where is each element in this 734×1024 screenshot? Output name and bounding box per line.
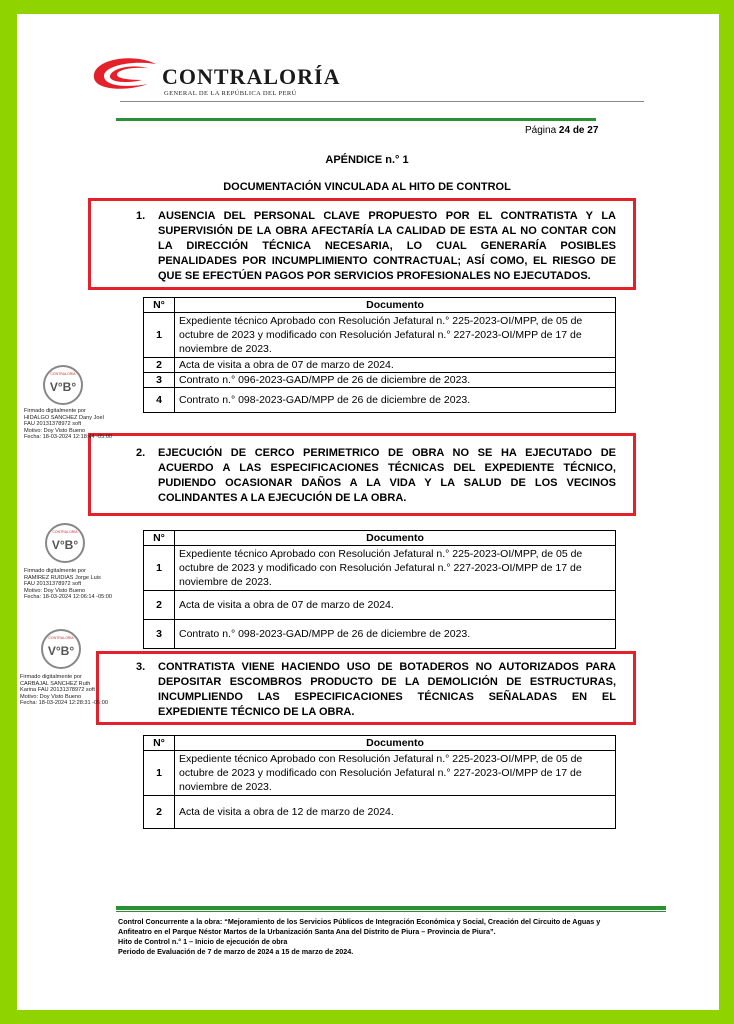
page-of: de (572, 125, 585, 136)
row-number: 2 (144, 358, 175, 373)
row-number: 3 (144, 373, 175, 388)
col-number-header: N° (144, 531, 175, 546)
row-document: Expediente técnico Aprobado con Resolución Jefatural n.° 225-2023-OI/MPP, de 05 de octubre de 2023 y modificado con Resolución Jefatural n.° 227-2023-OI/MPP de 17 de noviembre de 2023. (175, 546, 616, 591)
documents-table-1 (143, 297, 616, 413)
logo-subtitle: GENERAL DE LA REPÚBLICA DEL PERÚ (164, 90, 297, 97)
table-row (144, 373, 616, 388)
page-footer (118, 917, 624, 957)
page-label: Página (525, 125, 557, 136)
vb-stamp-icon (44, 522, 86, 564)
stamp-vb-label: V°B° (49, 380, 77, 394)
footer-line-2: Hito de Control n.° 1 – Inicio de ejecución de obra (118, 937, 288, 946)
header-green-rule (116, 118, 596, 121)
row-number: 2 (144, 796, 175, 829)
documents-table-3 (143, 735, 616, 829)
row-number: 1 (144, 313, 175, 358)
appendix-subtitle: DOCUMENTACIÓN VINCULADA AL HITO DE CONTROL (223, 181, 511, 193)
col-document-header: Documento (175, 298, 616, 313)
finding-2-text: EJECUCIÓN DE CERCO PERIMETRICO DE OBRA NO SE HA EJECUTADO DE ACUERDO A LAS ESPECIFICACIONES TÉCNICAS DEL EXPEDIENTE TÉCNICO, PUDIENDO OCASIONAR DAÑOS A LA VIDA Y LA SALUD DE LOS VECINOS COLINDANTES A LA EJECUCIÓN DE LA OBRA. (158, 447, 616, 504)
table-row (144, 591, 616, 620)
finding-2-number: 2. (136, 447, 146, 459)
table-row (144, 313, 616, 358)
col-number-header: N° (144, 736, 175, 751)
logo-name: CONTRALORÍA (162, 64, 341, 89)
page-total: 27 (587, 125, 599, 136)
row-number: 2 (144, 591, 175, 620)
row-number: 1 (144, 751, 175, 796)
documents-table-2 (143, 530, 616, 649)
row-document: Contrato n.° 098-2023-GAD/MPP de 26 de diciembre de 2023. (175, 620, 616, 649)
finding-3-number: 3. (136, 661, 146, 673)
finding-2 (136, 446, 616, 506)
footer-green-rule (116, 906, 666, 910)
signature-2: Firmado digitalmente por RAMIREZ RUIDIAS Jorge Luis FAU 20131378972 soft Motivo: Doy Visto Bueno Fecha: 18-03-2024 12:06:14 -05:00 (24, 568, 113, 601)
row-number: 4 (144, 388, 175, 413)
signature-1: Firmado digitalmente por HIDALGO SANCHEZ Dany Joel FAU 20131378972 soft Motivo: Doy Visto Bueno Fecha: 18-03-2024 12:18:44 -05:00 (24, 408, 113, 441)
row-document: Acta de visita a obra de 07 de marzo de 2024. (175, 591, 616, 620)
logo-swoosh-icon (86, 56, 166, 96)
col-document-header: Documento (175, 736, 616, 751)
footer-green-rule-thin (116, 911, 666, 912)
row-document: Expediente técnico Aprobado con Resolución Jefatural n.° 225-2023-OI/MPP, de 05 de octubre de 2023 y modificado con Resolución Jefatural n.° 227-2023-OI/MPP de 17 de noviembre de 2023. (175, 751, 616, 796)
appendix-title: APÉNDICE n.° 1 (325, 154, 409, 166)
stamp-vb-label: V°B° (47, 644, 75, 658)
row-document: Contrato n.° 098-2023-GAD/MPP de 26 de diciembre de 2023. (175, 388, 616, 413)
row-document: Acta de visita a obra de 07 de marzo de 2024. (175, 358, 616, 373)
footer-line-3: Periodo de Evaluación de 7 de marzo de 2024 a 15 de marzo de 2024. (118, 947, 354, 956)
page-current: 24 (558, 125, 571, 136)
table-row (144, 751, 616, 796)
row-document: Acta de visita a obra de 12 de marzo de 2024. (175, 796, 616, 829)
stamp-org-label: CONTRALORÍA (52, 530, 78, 534)
page-number (525, 125, 598, 136)
finding-1-text: AUSENCIA DEL PERSONAL CLAVE PROPUESTO POR EL CONTRATISTA Y LA SUPERVISIÓN DE LA OBRA AFECTARÍA LA CALIDAD DE ESTA AL NO CONTAR CON LA DIRECCIÓN TÉCNICA NECESARIA, LO CUAL GENERARÍA POSIBLES PENALIDADES POR INCUMPLIMIENTO CONTRACTUAL; ASÍ COMO, EL RIESGO DE QUE SE EFECTÚEN PAGOS POR SERVICIOS PROFESIONALES NO EJECUTADOS. (158, 210, 616, 282)
signature-3: Firmado digitalmente por CARBAJAL SANCHEZ Ruth Karina FAU 20131378972 soft Motivo: Doy Visto Bueno Fecha: 18-03-2024 12:28:31 -05:00 (20, 674, 109, 707)
col-number-header: N° (144, 298, 175, 313)
footer-line-1: Control Concurrente a la obra: “Mejoramiento de los Servicios Públicos de Integración Económica y Social, Creación del Circuito de Aguas y Anfiteatro en el Parque Néstor Martos de la Urbanización Santa Ana del Distrito de Piura – Provincia de Piura”. (118, 917, 601, 936)
finding-3 (136, 660, 616, 720)
table-header-row (144, 736, 616, 751)
table-row (144, 796, 616, 829)
col-document-header: Documento (175, 531, 616, 546)
header-rule (120, 101, 644, 102)
table-row (144, 546, 616, 591)
vb-stamp-icon (42, 364, 84, 406)
finding-3-text: CONTRATISTA VIENE HACIENDO USO DE BOTADEROS NO AUTORIZADOS PARA DEPOSITAR ESCOMBROS PRODUCTO DE LA DEMOLICIÓN DE ESTRUCTURAS, INCUMPLIENDO LAS ESPECIFICACIONES TÉCNICAS SEÑALADAS EN EL EXPEDIENTE TÉCNICO DE LA OBRA. (158, 661, 616, 718)
stamp-org-label: CONTRALORÍA (50, 372, 76, 376)
table-row (144, 358, 616, 373)
table-header-row (144, 298, 616, 313)
stamp-org-label: CONTRALORÍA (48, 636, 74, 640)
vb-stamp-icon (40, 628, 82, 670)
table-header-row (144, 531, 616, 546)
contraloria-logo (86, 50, 341, 100)
table-row (144, 388, 616, 413)
row-number: 1 (144, 546, 175, 591)
stamp-vb-label: V°B° (51, 538, 79, 552)
row-document: Expediente técnico Aprobado con Resolución Jefatural n.° 225-2023-OI/MPP, de 05 de octubre de 2023 y modificado con Resolución Jefatural n.° 227-2023-OI/MPP de 17 de noviembre de 2023. (175, 313, 616, 358)
finding-1 (136, 209, 616, 284)
row-number: 3 (144, 620, 175, 649)
row-document: Contrato n.° 096-2023-GAD/MPP de 26 de diciembre de 2023. (175, 373, 616, 388)
table-row (144, 620, 616, 649)
finding-1-number: 1. (136, 210, 146, 222)
